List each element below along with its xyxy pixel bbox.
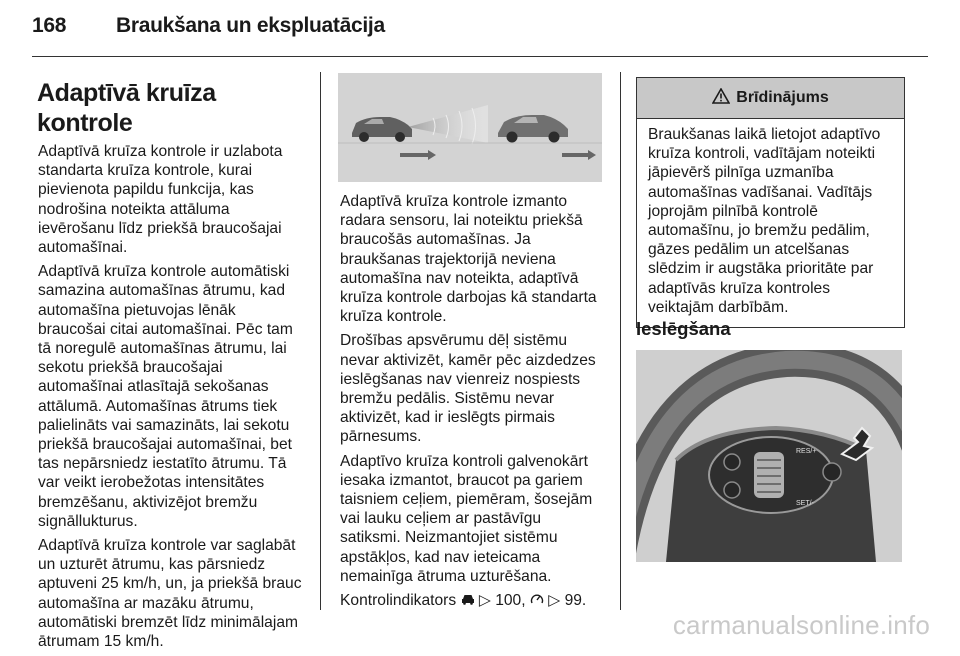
page-number: 168: [32, 14, 67, 37]
car-rear-icon: [352, 117, 412, 142]
warning-title: Brīdinājums: [736, 89, 829, 106]
paragraph: Adaptīvā kruīza kontrole ir uzlabota standarta kruīza kontrole, kurai pievienota papildu funkcija, kas nodrošina noteikta attāluma ievērošanu līdz priekšā braucošajai automašīnai.: [38, 143, 283, 257]
car-indicator-icon: [461, 591, 475, 610]
chapter-title: Braukšana un ekspluatācija: [116, 14, 385, 37]
column-divider: [620, 72, 621, 610]
page-reference[interactable]: 99.: [564, 592, 587, 610]
column-left: [38, 78, 306, 656]
watermark: carmanualsonline.info: [672, 610, 930, 640]
warning-header: [637, 78, 904, 119]
car-front-icon: [498, 115, 568, 143]
page-reference-icon: ▷: [478, 592, 491, 610]
warning-text: Braukšanas laikā lietojot adaptīvo kruīza kontroli, vadītājam noteikti jāpievērš pilnīga uzmanība automašīnas vadīšanai. Vadītājs joprojām pilnībā kontrolē automašīnu, jo bremžu pedālim, gāzes pedālim un atcelšanas slēdzim ir augstāka prioritāte par adaptīvās kruīza kontroles veiktajām darbībām.: [648, 126, 881, 316]
steering-wheel-photo: [636, 350, 902, 562]
page-reference-icon: ▷: [548, 592, 561, 610]
paragraph: Adaptīvā kruīza kontrole izmanto radara sensoru, lai noteiktu priekšā braucošās automašīnas. Ja braukšanas trajektorijā neviena automašīna nav noteikta, adaptīvā kruīza kontrole darbojas kā standarta kruīza kontrole.: [340, 193, 597, 326]
set-label: SET/-: [796, 500, 814, 507]
page-header: [32, 14, 385, 38]
warning-triangle-icon: [712, 88, 730, 109]
direction-arrow-icon: [400, 150, 596, 160]
paragraph: Drošības apsvērumu dēļ sistēmu nevar aktivizēt, kamēr pēc aizdedzes ieslēgšanas nav vienreiz nospiests bremžu pedālis. Sistēmu nevar aktivizēt, kad ir ieslēgts pirmais pārnesums.: [340, 332, 596, 446]
indicator-paragraph: [340, 591, 605, 610]
section-heading: Adaptīvā kruīza kontrole: [37, 79, 216, 137]
res-label: RES/+: [796, 448, 817, 455]
paragraph: Adaptīvo kruīza kontroli galvenokārt iesaka izmantot, braucot pa gariem taisniem ceļiem, piemēram, šosejām vai lauku ceļiem ar pastāvīgu satiksmi. Neizmantojiet sistēmu apstākļos, kad nav ieteicama nemainīga ātruma uzturēšana.: [340, 452, 593, 585]
header-divider: [32, 56, 928, 57]
cruise-indicator-icon: [530, 591, 544, 610]
page-reference[interactable]: 100,: [495, 592, 526, 610]
radar-illustration: [338, 73, 602, 182]
paragraph: Adaptīvā kruīza kontrole automātiski samazina automašīnas ātrumu, kad automašīna pietuvojas lēnāk braucošai citai automašīnai. Pēc tam tā noregulē automašīnas ātrumu, lai sekotu priekšā braucošajai automašīnai atlasītajā sekošanas attālumā. Automašīnas ātrums tiek palielināts vai samazināts, lai sekotu priekšā braucošajai automašīnai, bet tas nepārsniedz iestatīto ātrumu. Tā var veikt ierobežotas intensitātes bremzēšanu, aktivizējot bremžu signāllukturus.: [38, 263, 293, 530]
warning-box: [636, 77, 905, 328]
subsection-heading: Ieslēgšana: [636, 318, 731, 339]
column-middle: [340, 192, 605, 615]
paragraph: Adaptīvā kruīza kontrole var saglabāt un uzturēt ātrumu, kas pārsniedz aptuveni 25 km/h, un, ja priekšā brauc automašīna ar mazāku ātrumu, automātiski bremzēt līdz minimālajam ātrumam 15 km/h.: [38, 537, 302, 651]
column-divider: [320, 72, 321, 610]
indicator-label: Kontrolindikators: [340, 592, 457, 610]
